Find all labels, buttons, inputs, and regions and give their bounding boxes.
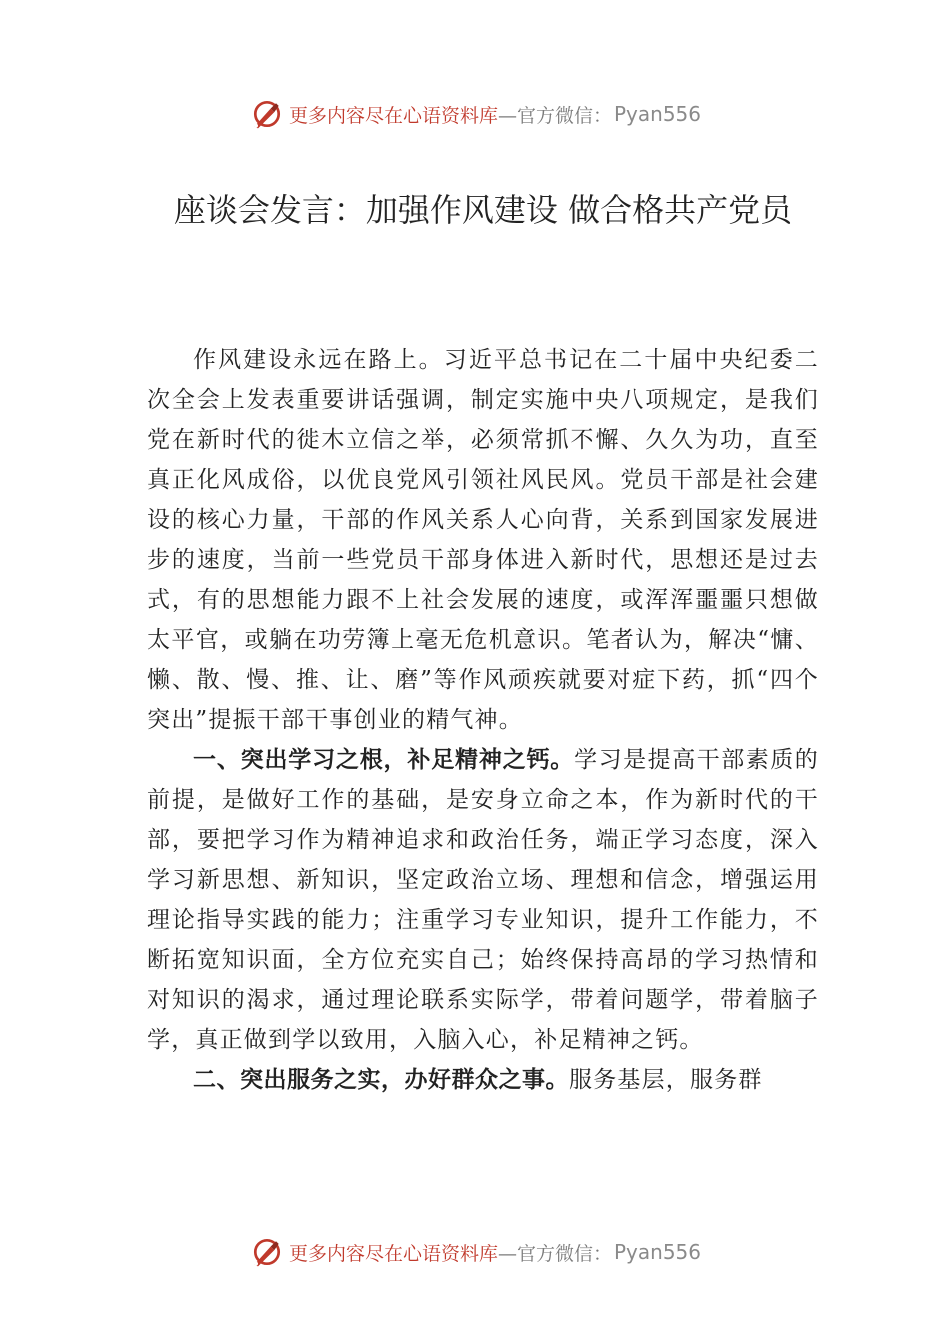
paragraph-text: 学习是提高干部素质的前提，是做好工作的基础，是安身立命之本，作为新时代的干部，要把学习作为精神追求和政治任务，端正学习态度，深入学习新思想、新知识，坚定政治立场、理想和信念，增强运用理论指导实践的能力；注重学习专业知识，提升工作能力，不断拓宽知识面，全方位充实自己；始终保持高昂的学习热情和对知识的渴求，通过理论联系实际学，带着问题学，带着脑子学，真正做到学以致用，入脑入心，补足精神之钙。 — [147, 747, 820, 1053]
banner-wechat-id: Pyan556 — [614, 1240, 702, 1264]
pen-logo-icon — [249, 96, 285, 132]
paragraph-text: 作风建设永远在路上。习近平总书记在二十届中央纪委二次全会上发表重要讲话强调，制定实施中央八项规定，是我们党在新时代的徙木立信之举，必须常抓不懈、久久为功，直至真正化风成俗，以优良党风引领社风民风。党员干部是社会建设的核心力量，干部的作风关系人心向背，关系到国家发展进步的速度，当前一些党员干部身体进入新时代，思想还是过去式，有的思想能力跟不上社会发展的速度，或浑浑噩噩只想做太平官，或躺在功劳簿上毫无危机意识。笔者认为，解决“慵、懒、散、慢、推、让、磨”等作风顽疾就要对症下药，抓“四个突出”提振干部干事创业的精气神。 — [147, 347, 819, 733]
document-title: 座谈会发言：加强作风建设 做合格共产党员 — [173, 191, 793, 229]
pen-logo-icon — [249, 1234, 285, 1270]
section-2-heading: 二、突出服务之实，办好群众之事。 — [193, 1067, 569, 1093]
banner-wechat-label: —官方微信： — [497, 1242, 612, 1265]
paragraph-text: 服务基层，服务群 — [569, 1067, 763, 1093]
section-1-heading: 一、突出学习之根，补足精神之钙。 — [193, 747, 575, 773]
banner-wechat-id: Pyan556 — [614, 102, 702, 126]
banner-slogan: 更多内容尽在心语资料库 — [288, 104, 498, 127]
header-watermark-banner — [0, 94, 950, 134]
paragraph-section-1 — [147, 740, 819, 1060]
banner-wechat-label: —官方微信： — [497, 104, 612, 127]
paragraph-intro — [147, 340, 819, 740]
banner-slogan: 更多内容尽在心语资料库 — [288, 1242, 498, 1265]
paragraph-section-2 — [147, 1060, 819, 1100]
document-body — [147, 340, 819, 1100]
footer-watermark-banner — [0, 1232, 950, 1272]
